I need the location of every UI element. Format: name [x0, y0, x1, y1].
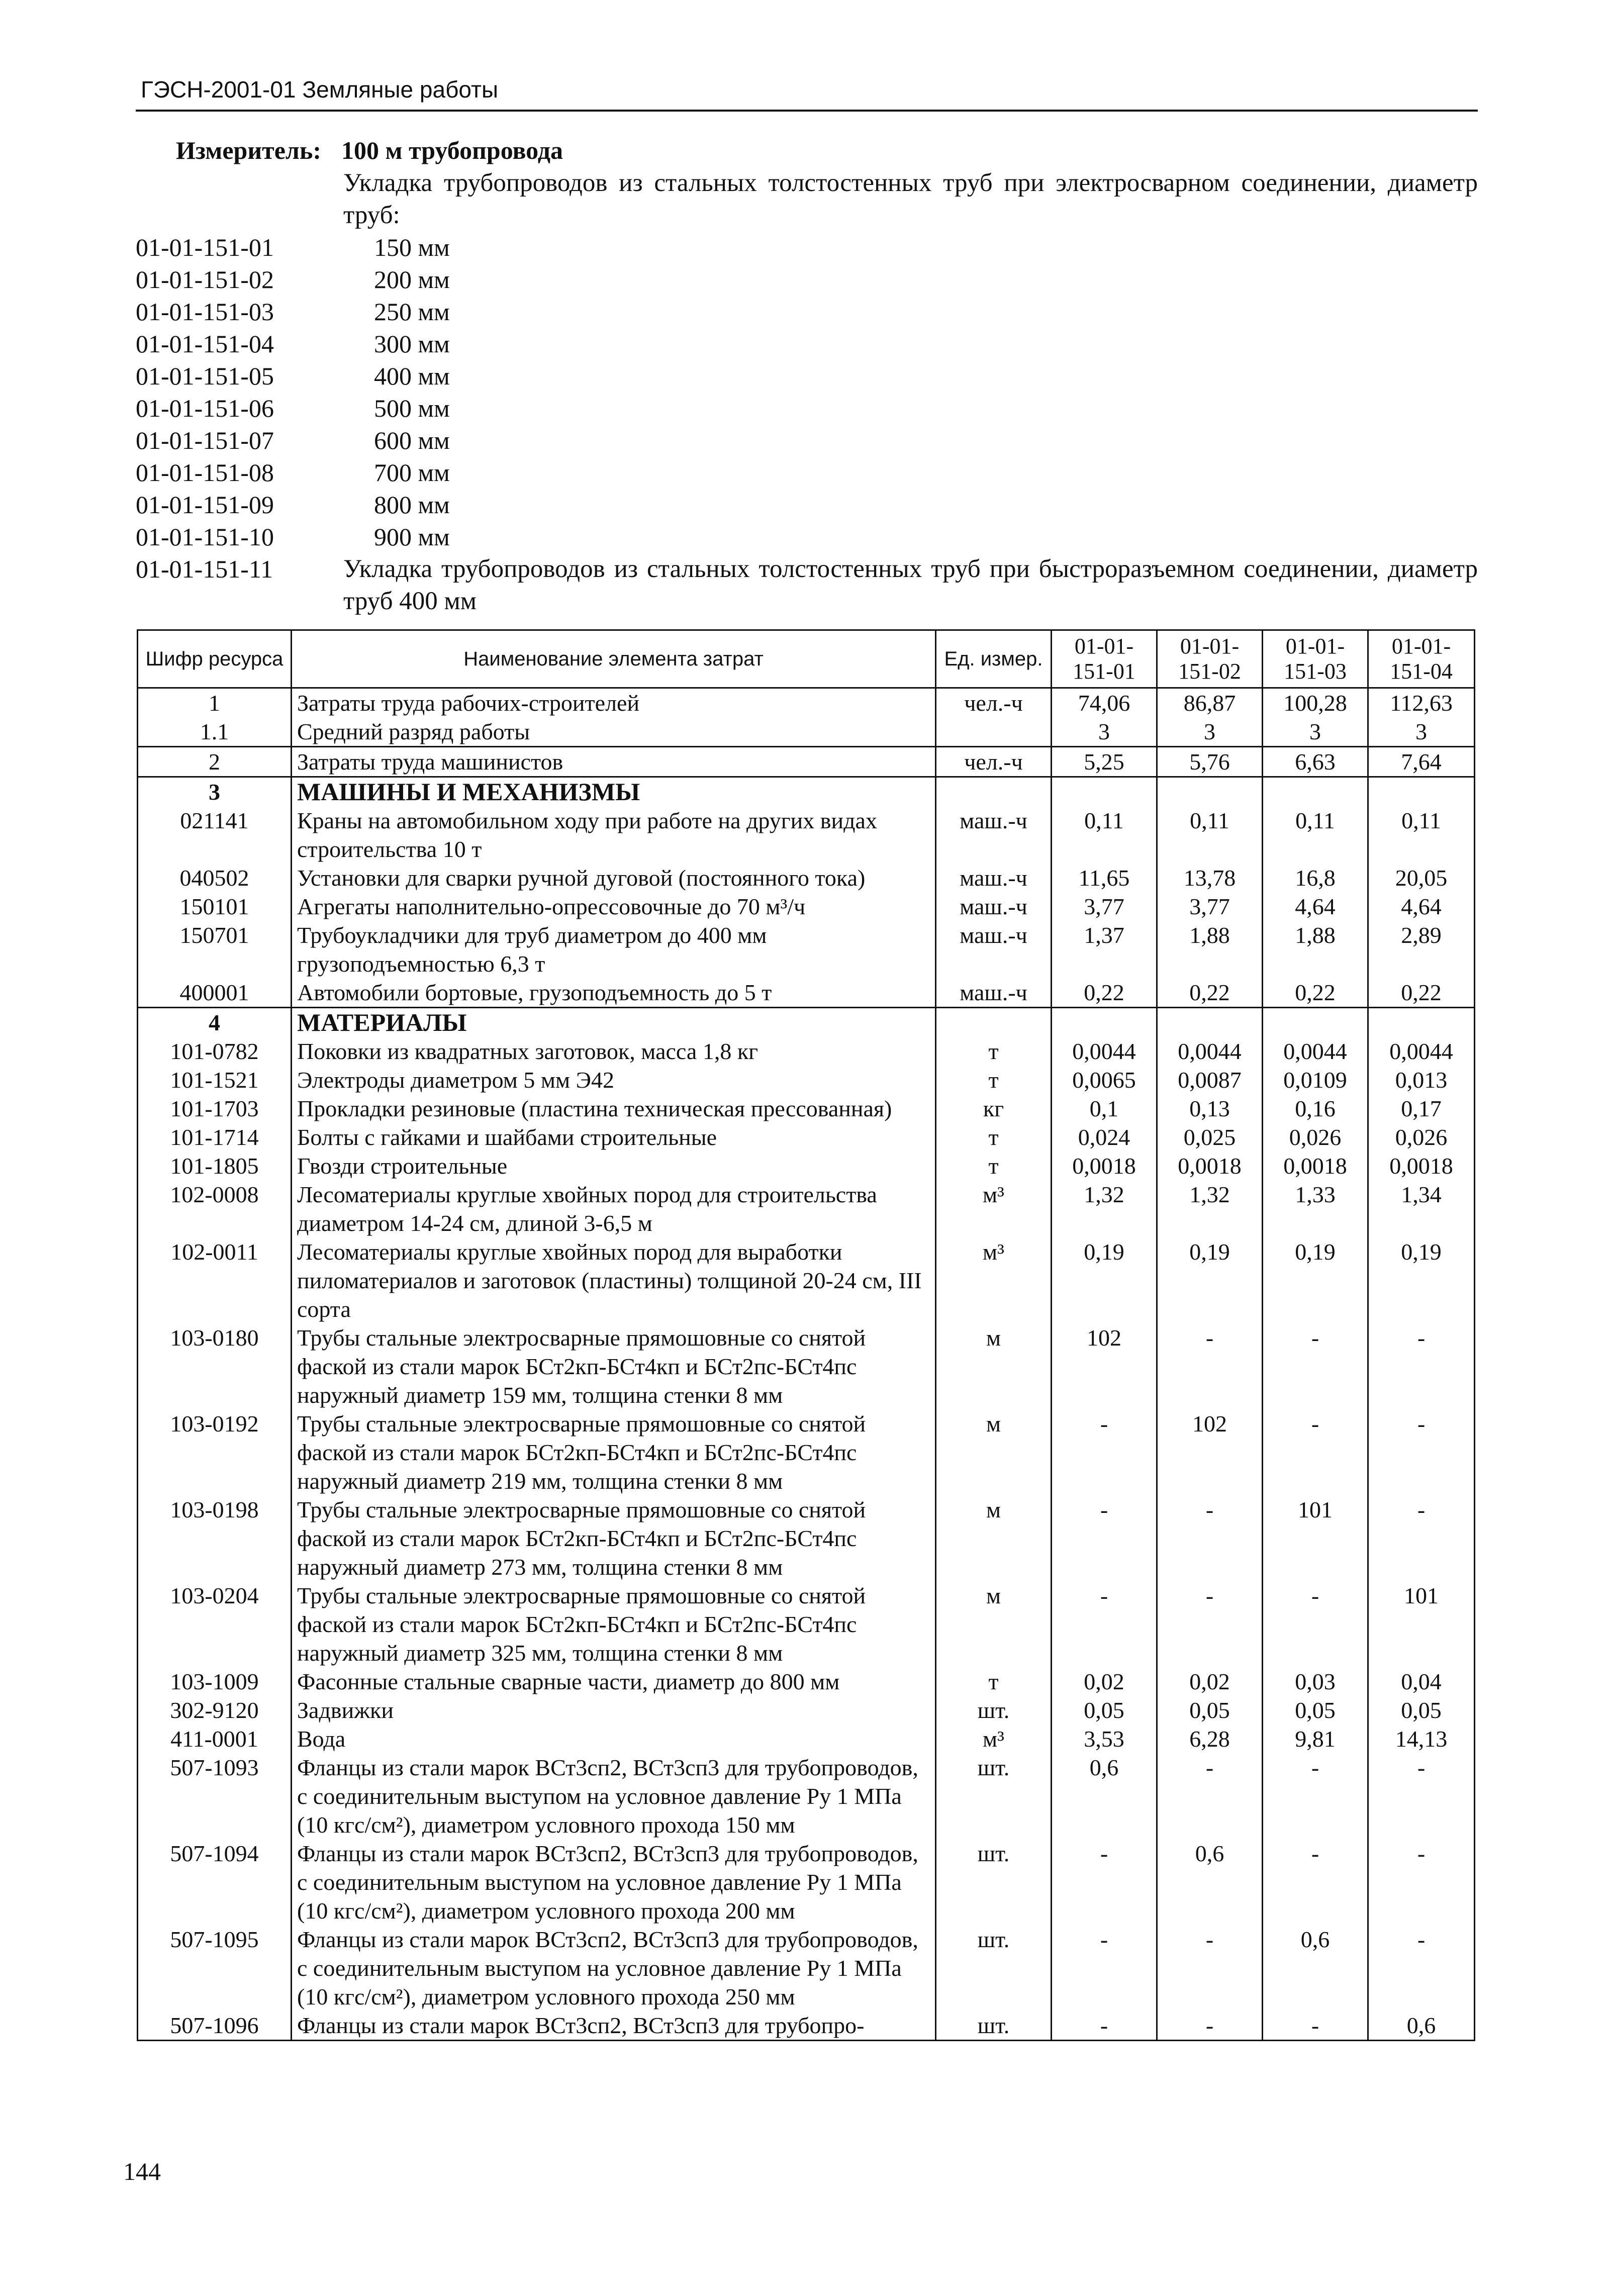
resource-name: МАТЕРИАЛЫ — [292, 1008, 936, 1037]
resource-value: 0,0044 — [1368, 1037, 1475, 1066]
resource-unit: м — [936, 1409, 1052, 1495]
resource-value: - — [1263, 1409, 1368, 1495]
resource-code: 103-0180 — [138, 1323, 292, 1409]
resource-unit: т — [936, 1152, 1052, 1180]
resource-code: 411-0001 — [138, 1725, 292, 1753]
resource-value: 0,19 — [1263, 1237, 1368, 1323]
resource-value: - — [1052, 1409, 1157, 1495]
resource-unit: шт. — [936, 1839, 1052, 1925]
resource-value: 0,0018 — [1368, 1152, 1475, 1180]
resource-value: 6,28 — [1157, 1725, 1263, 1753]
resource-value: 1,33 — [1263, 1180, 1368, 1237]
resource-value: - — [1052, 1581, 1157, 1667]
resource-value: 0,026 — [1368, 1123, 1475, 1152]
resource-value: - — [1052, 1925, 1157, 2011]
resource-value: 0,19 — [1157, 1237, 1263, 1323]
code-number: 01-01-151-03 — [136, 298, 274, 326]
last-code-description: Укладка трубопроводов из стальных толстостенных труб при быстроразъемном соединении, диаметр труб 400 мм — [343, 555, 1478, 615]
table-row — [138, 892, 1475, 921]
resource-value: 3 — [1368, 717, 1475, 747]
header-col-1: 01-01-151-01 — [1052, 630, 1157, 688]
resource-value — [1368, 777, 1475, 807]
resource-unit — [936, 717, 1052, 747]
resource-value: 0,22 — [1368, 978, 1475, 1008]
resource-unit: маш.-ч — [936, 892, 1052, 921]
table-body — [138, 688, 1475, 2041]
resource-value: 0,0087 — [1157, 1066, 1263, 1094]
resource-value: - — [1157, 1753, 1263, 1839]
resource-name: Болты с гайками и шайбами строительные — [292, 1123, 936, 1152]
table-row — [138, 1037, 1475, 1066]
resource-code: 150701 — [138, 921, 292, 978]
resource-name: Фланцы из стали марок ВСт3сп2, ВСт3сп3 для трубопроводов, с соединительным выступом на условное давление Ру 1 МПа (10 кгс/см²), диаметром условного прохода 250 мм — [292, 1925, 936, 2011]
resource-name: Трубы стальные электросварные прямошовные со снятой фаской из стали марок БСт2кп-БСт4кп и БСт2пс-БСт4пс наружный диаметр 325 мм, толщина стенки 8 мм — [292, 1581, 936, 1667]
resource-name: Прокладки резиновые (пластина техническая прессованная) — [292, 1094, 936, 1123]
resource-unit: маш.-ч — [936, 978, 1052, 1008]
resource-value: - — [1263, 1323, 1368, 1409]
resource-value: 0,013 — [1368, 1066, 1475, 1094]
resource-code: 101-1521 — [138, 1066, 292, 1094]
resource-value: - — [1368, 1753, 1475, 1839]
resource-value: 0,6 — [1263, 1925, 1368, 2011]
resource-name: Гвозди строительные — [292, 1152, 936, 1180]
resource-value: 1,34 — [1368, 1180, 1475, 1237]
resource-value: 0,0018 — [1157, 1152, 1263, 1180]
table-row — [138, 1925, 1475, 2011]
resource-value: 0,02 — [1157, 1667, 1263, 1696]
resource-value: 0,0018 — [1263, 1152, 1368, 1180]
resource-name: Лесоматериалы круглые хвойных пород для выработки пиломатериалов и заготовок (пластины) толщиной 20-24 см, III сорта — [292, 1237, 936, 1323]
resource-value: 1,88 — [1263, 921, 1368, 978]
resource-value: 0,025 — [1157, 1123, 1263, 1152]
resource-value: - — [1157, 2011, 1263, 2041]
table-row — [138, 1180, 1475, 1237]
resource-code: 102-0008 — [138, 1180, 292, 1237]
resource-unit: маш.-ч — [936, 921, 1052, 978]
resource-value: - — [1263, 1753, 1368, 1839]
table-row — [138, 1581, 1475, 1667]
table-row — [138, 1066, 1475, 1094]
resource-unit: шт. — [936, 1925, 1052, 2011]
resource-value: - — [1157, 1495, 1263, 1581]
resource-value: - — [1263, 1839, 1368, 1925]
resource-unit: шт. — [936, 1753, 1052, 1839]
table-row — [138, 1123, 1475, 1152]
resource-value: 0,0044 — [1157, 1037, 1263, 1066]
resource-value: 2,89 — [1368, 921, 1475, 978]
resource-code: 150101 — [138, 892, 292, 921]
table-header-row — [138, 630, 1475, 688]
resource-value: - — [1157, 1925, 1263, 2011]
resource-table — [137, 629, 1475, 2041]
resource-value: - — [1157, 1581, 1263, 1667]
table-row — [138, 1839, 1475, 1925]
resource-value: 3,53 — [1052, 1725, 1157, 1753]
resource-value: 0,026 — [1263, 1123, 1368, 1152]
table-row — [138, 1409, 1475, 1495]
header-unit: Ед. измер. — [936, 630, 1052, 688]
resource-value: 0,03 — [1263, 1667, 1368, 1696]
resource-name: Электроды диаметром 5 мм Э42 — [292, 1066, 936, 1094]
meter-line — [176, 135, 563, 166]
table-row — [138, 747, 1475, 777]
code-number: 01-01-151-01 — [136, 233, 274, 261]
resource-value: - — [1368, 1323, 1475, 1409]
resource-name: Средний разряд работы — [292, 717, 936, 747]
resource-unit: т — [936, 1123, 1052, 1152]
resource-code: 102-0011 — [138, 1237, 292, 1323]
resource-value: 5,25 — [1052, 747, 1157, 777]
resource-value: 101 — [1368, 1581, 1475, 1667]
resource-code: 101-1703 — [138, 1094, 292, 1123]
resource-value: 0,0018 — [1052, 1152, 1157, 1180]
intro-text: Укладка трубопроводов из стальных толстостенных труб при электросварном соединении, диаметр труб: — [343, 169, 1478, 229]
resource-value — [1368, 1008, 1475, 1037]
resource-value: 0,19 — [1368, 1237, 1475, 1323]
resource-value: 16,8 — [1263, 864, 1368, 892]
resource-code: 101-0782 — [138, 1037, 292, 1066]
resource-name: МАШИНЫ И МЕХАНИЗМЫ — [292, 777, 936, 807]
resource-code: 302-9120 — [138, 1696, 292, 1725]
page-number: 144 — [123, 2157, 161, 2185]
resource-value: 0,05 — [1157, 1696, 1263, 1725]
resource-unit: шт. — [936, 1696, 1052, 1725]
table-row — [138, 1152, 1475, 1180]
resource-value: 11,65 — [1052, 864, 1157, 892]
resource-unit: м³ — [936, 1180, 1052, 1237]
code-diameter: 700 мм — [374, 458, 450, 487]
resource-code: 3 — [138, 777, 292, 807]
resource-code: 103-0192 — [138, 1409, 292, 1495]
resource-value: 0,16 — [1263, 1094, 1368, 1123]
resource-value: 4,64 — [1368, 892, 1475, 921]
resource-value — [1052, 1008, 1157, 1037]
resource-value: 0,0109 — [1263, 1066, 1368, 1094]
resource-value — [1157, 1008, 1263, 1037]
resource-unit: шт. — [936, 2011, 1052, 2041]
header-col-2: 01-01-151-02 — [1157, 630, 1263, 688]
resource-value: 101 — [1263, 1495, 1368, 1581]
resource-value: 0,22 — [1263, 978, 1368, 1008]
meter-value: 100 м трубопровода — [341, 136, 563, 164]
code-number: 01-01-151-07 — [136, 426, 274, 454]
code-diameter: 900 мм — [374, 523, 450, 551]
resource-name: Трубы стальные электросварные прямошовные со снятой фаской из стали марок БСт2кп-БСт4кп и БСт2пс-БСт4пс наружный диаметр 219 мм, толщина стенки 8 мм — [292, 1409, 936, 1495]
table-row — [138, 1667, 1475, 1696]
resource-value: 0,024 — [1052, 1123, 1157, 1152]
resource-value: 0,22 — [1157, 978, 1263, 1008]
resource-name: Краны на автомобильном ходу при работе на других видах строительства 10 т — [292, 806, 936, 864]
resource-name: Поковки из квадратных заготовок, масса 1,8 кг — [292, 1037, 936, 1066]
resource-value: 0,0044 — [1052, 1037, 1157, 1066]
resource-value: 3,77 — [1157, 892, 1263, 921]
code-number: 01-01-151-10 — [136, 523, 274, 551]
table-section-row — [138, 777, 1475, 807]
resource-unit — [936, 777, 1052, 807]
resource-code: 4 — [138, 1008, 292, 1037]
resource-unit: маш.-ч — [936, 864, 1052, 892]
resource-value: 1,32 — [1052, 1180, 1157, 1237]
header-col-4: 01-01-151-04 — [1368, 630, 1475, 688]
resource-unit: м³ — [936, 1725, 1052, 1753]
resource-name: Лесоматериалы круглые хвойных пород для строительства диаметром 14-24 см, длиной 3-6,5 м — [292, 1180, 936, 1237]
resource-unit: чел.-ч — [936, 747, 1052, 777]
resource-value: - — [1368, 1409, 1475, 1495]
resource-unit: чел.-ч — [936, 688, 1052, 718]
code-diameter: 500 мм — [374, 394, 450, 422]
code-number: 01-01-151-02 — [136, 265, 274, 294]
resource-unit: т — [936, 1037, 1052, 1066]
resource-value: 6,63 — [1263, 747, 1368, 777]
resource-value: 86,87 — [1157, 688, 1263, 718]
resource-value: 0,13 — [1157, 1094, 1263, 1123]
resource-name: Затраты труда машинистов — [292, 747, 936, 777]
last-code: 01-01-151-11 — [136, 555, 273, 583]
table-row — [138, 864, 1475, 892]
resource-code: 021141 — [138, 806, 292, 864]
resource-value: 0,6 — [1157, 1839, 1263, 1925]
resource-value: 0,11 — [1157, 806, 1263, 864]
code-diameter: 250 мм — [374, 298, 450, 326]
table-row — [138, 1725, 1475, 1753]
resource-value: 0,17 — [1368, 1094, 1475, 1123]
code-number: 01-01-151-04 — [136, 330, 274, 358]
resource-name: Трубоукладчики для труб диаметром до 400 мм грузоподъемностью 6,3 т — [292, 921, 936, 978]
resource-value: 20,05 — [1368, 864, 1475, 892]
resource-code: 507-1095 — [138, 1925, 292, 2011]
table-row — [138, 921, 1475, 978]
resource-code: 040502 — [138, 864, 292, 892]
table-row — [138, 1323, 1475, 1409]
table-row — [138, 1696, 1475, 1725]
resource-value: - — [1263, 1581, 1368, 1667]
resource-value: 0,04 — [1368, 1667, 1475, 1696]
header-col-3: 01-01-151-03 — [1263, 630, 1368, 688]
resource-name: Агрегаты наполнительно-опрессовочные до 70 м³/ч — [292, 892, 936, 921]
table-row — [138, 806, 1475, 864]
resource-code: 101-1714 — [138, 1123, 292, 1152]
resource-value — [1052, 777, 1157, 807]
code-diameter: 600 мм — [374, 426, 450, 454]
resource-value: - — [1157, 1323, 1263, 1409]
resource-code: 507-1093 — [138, 1753, 292, 1839]
resource-value: 0,0044 — [1263, 1037, 1368, 1066]
resource-unit: м — [936, 1495, 1052, 1581]
code-diameter: 200 мм — [374, 265, 450, 294]
resource-value: 0,1 — [1052, 1094, 1157, 1123]
resource-name: Автомобили бортовые, грузоподъемность до 5 т — [292, 978, 936, 1008]
code-diameter: 150 мм — [374, 233, 450, 261]
resource-value: 0,05 — [1263, 1696, 1368, 1725]
resource-code: 400001 — [138, 978, 292, 1008]
resource-value: 102 — [1052, 1323, 1157, 1409]
resource-value: 0,05 — [1052, 1696, 1157, 1725]
resource-value: - — [1368, 1839, 1475, 1925]
resource-value: 0,11 — [1052, 806, 1157, 864]
resource-value: 0,6 — [1052, 1753, 1157, 1839]
resource-value: 0,19 — [1052, 1237, 1157, 1323]
resource-code: 101-1805 — [138, 1152, 292, 1180]
table-row — [138, 1237, 1475, 1323]
meter-label: Измеритель: — [176, 136, 322, 164]
resource-value: - — [1052, 1495, 1157, 1581]
resource-value: 112,63 — [1368, 688, 1475, 718]
resource-name: Фланцы из стали марок ВСт3сп2, ВСт3сп3 для трубопро- — [292, 2011, 936, 2041]
resource-value: 7,64 — [1368, 747, 1475, 777]
resource-code: 2 — [138, 747, 292, 777]
table-row — [138, 2011, 1475, 2041]
resource-value: 14,13 — [1368, 1725, 1475, 1753]
resource-code: 103-0198 — [138, 1495, 292, 1581]
table-row — [138, 1495, 1475, 1581]
resource-value: 3,77 — [1052, 892, 1157, 921]
resource-unit: м³ — [936, 1237, 1052, 1323]
resource-name: Трубы стальные электросварные прямошовные со снятой фаской из стали марок БСт2кп-БСт4кп и БСт2пс-БСт4пс наружный диаметр 273 мм, толщина стенки 8 мм — [292, 1495, 936, 1581]
resource-value: - — [1052, 1839, 1157, 1925]
resource-unit: т — [936, 1066, 1052, 1094]
resource-value: 9,81 — [1263, 1725, 1368, 1753]
resource-value: 74,06 — [1052, 688, 1157, 718]
resource-value: 1,32 — [1157, 1180, 1263, 1237]
code-diameter: 400 мм — [374, 362, 450, 390]
code-number: 01-01-151-09 — [136, 491, 274, 519]
table-row — [138, 1753, 1475, 1839]
table-row — [138, 688, 1475, 718]
resource-value — [1263, 1008, 1368, 1037]
resource-value: 0,6 — [1368, 2011, 1475, 2041]
table-section-row — [138, 1008, 1475, 1037]
header-name: Наименование элемента затрат — [292, 630, 936, 688]
resource-unit: маш.-ч — [936, 806, 1052, 864]
resource-unit: м — [936, 1323, 1052, 1409]
resource-value — [1157, 777, 1263, 807]
resource-value: 4,64 — [1263, 892, 1368, 921]
code-number: 01-01-151-05 — [136, 362, 274, 390]
resource-value: - — [1052, 2011, 1157, 2041]
resource-name: Затраты труда рабочих-строителей — [292, 688, 936, 718]
table-row — [138, 717, 1475, 747]
table-row — [138, 1094, 1475, 1123]
resource-name: Фланцы из стали марок ВСт3сп2, ВСт3сп3 для трубопроводов, с соединительным выступом на условное давление Ру 1 МПа (10 кгс/см²), диаметром условного прохода 150 мм — [292, 1753, 936, 1839]
resource-value: 1,88 — [1157, 921, 1263, 978]
resource-unit: м — [936, 1581, 1052, 1667]
header-rule — [136, 110, 1478, 112]
resource-name: Фланцы из стали марок ВСт3сп2, ВСт3сп3 для трубопроводов, с соединительным выступом на условное давление Ру 1 МПа (10 кгс/см²), диаметром условного прохода 200 мм — [292, 1839, 936, 1925]
resource-value: 3 — [1157, 717, 1263, 747]
resource-value: - — [1368, 1495, 1475, 1581]
running-header: ГЭСН-2001-01 Земляные работы — [141, 76, 499, 103]
resource-unit — [936, 1008, 1052, 1037]
resource-value: 0,02 — [1052, 1667, 1157, 1696]
resource-code: 1.1 — [138, 717, 292, 747]
table-row — [138, 978, 1475, 1008]
resource-name: Фасонные стальные сварные части, диаметр до 800 мм — [292, 1667, 936, 1696]
resource-code: 103-0204 — [138, 1581, 292, 1667]
resource-name: Вода — [292, 1725, 936, 1753]
resource-value: 102 — [1157, 1409, 1263, 1495]
resource-value: - — [1368, 1925, 1475, 2011]
code-diameter: 300 мм — [374, 330, 450, 358]
code-diameter: 800 мм — [374, 491, 450, 519]
resource-unit: т — [936, 1667, 1052, 1696]
resource-code: 1 — [138, 688, 292, 718]
resource-value: 3 — [1052, 717, 1157, 747]
resource-name: Трубы стальные электросварные прямошовные со снятой фаской из стали марок БСт2кп-БСт4кп и БСт2пс-БСт4пс наружный диаметр 159 мм, толщина стенки 8 мм — [292, 1323, 936, 1409]
resource-value: 13,78 — [1157, 864, 1263, 892]
resource-value: 0,0065 — [1052, 1066, 1157, 1094]
resource-value: 0,11 — [1368, 806, 1475, 864]
resource-value: 0,22 — [1052, 978, 1157, 1008]
resource-code: 507-1096 — [138, 2011, 292, 2041]
resource-value: 100,28 — [1263, 688, 1368, 718]
resource-value: 0,05 — [1368, 1696, 1475, 1725]
resource-value: 3 — [1263, 717, 1368, 747]
resource-unit: кг — [936, 1094, 1052, 1123]
resource-value: 5,76 — [1157, 747, 1263, 777]
resource-name: Задвижки — [292, 1696, 936, 1725]
resource-value: 0,11 — [1263, 806, 1368, 864]
code-number: 01-01-151-06 — [136, 394, 274, 422]
resource-name: Установки для сварки ручной дуговой (постоянного тока) — [292, 864, 936, 892]
resource-value — [1263, 777, 1368, 807]
resource-value: - — [1263, 2011, 1368, 2041]
code-number: 01-01-151-08 — [136, 458, 274, 487]
resource-value: 1,37 — [1052, 921, 1157, 978]
resource-code: 507-1094 — [138, 1839, 292, 1925]
header-code: Шифр ресурса — [138, 630, 292, 688]
resource-code: 103-1009 — [138, 1667, 292, 1696]
